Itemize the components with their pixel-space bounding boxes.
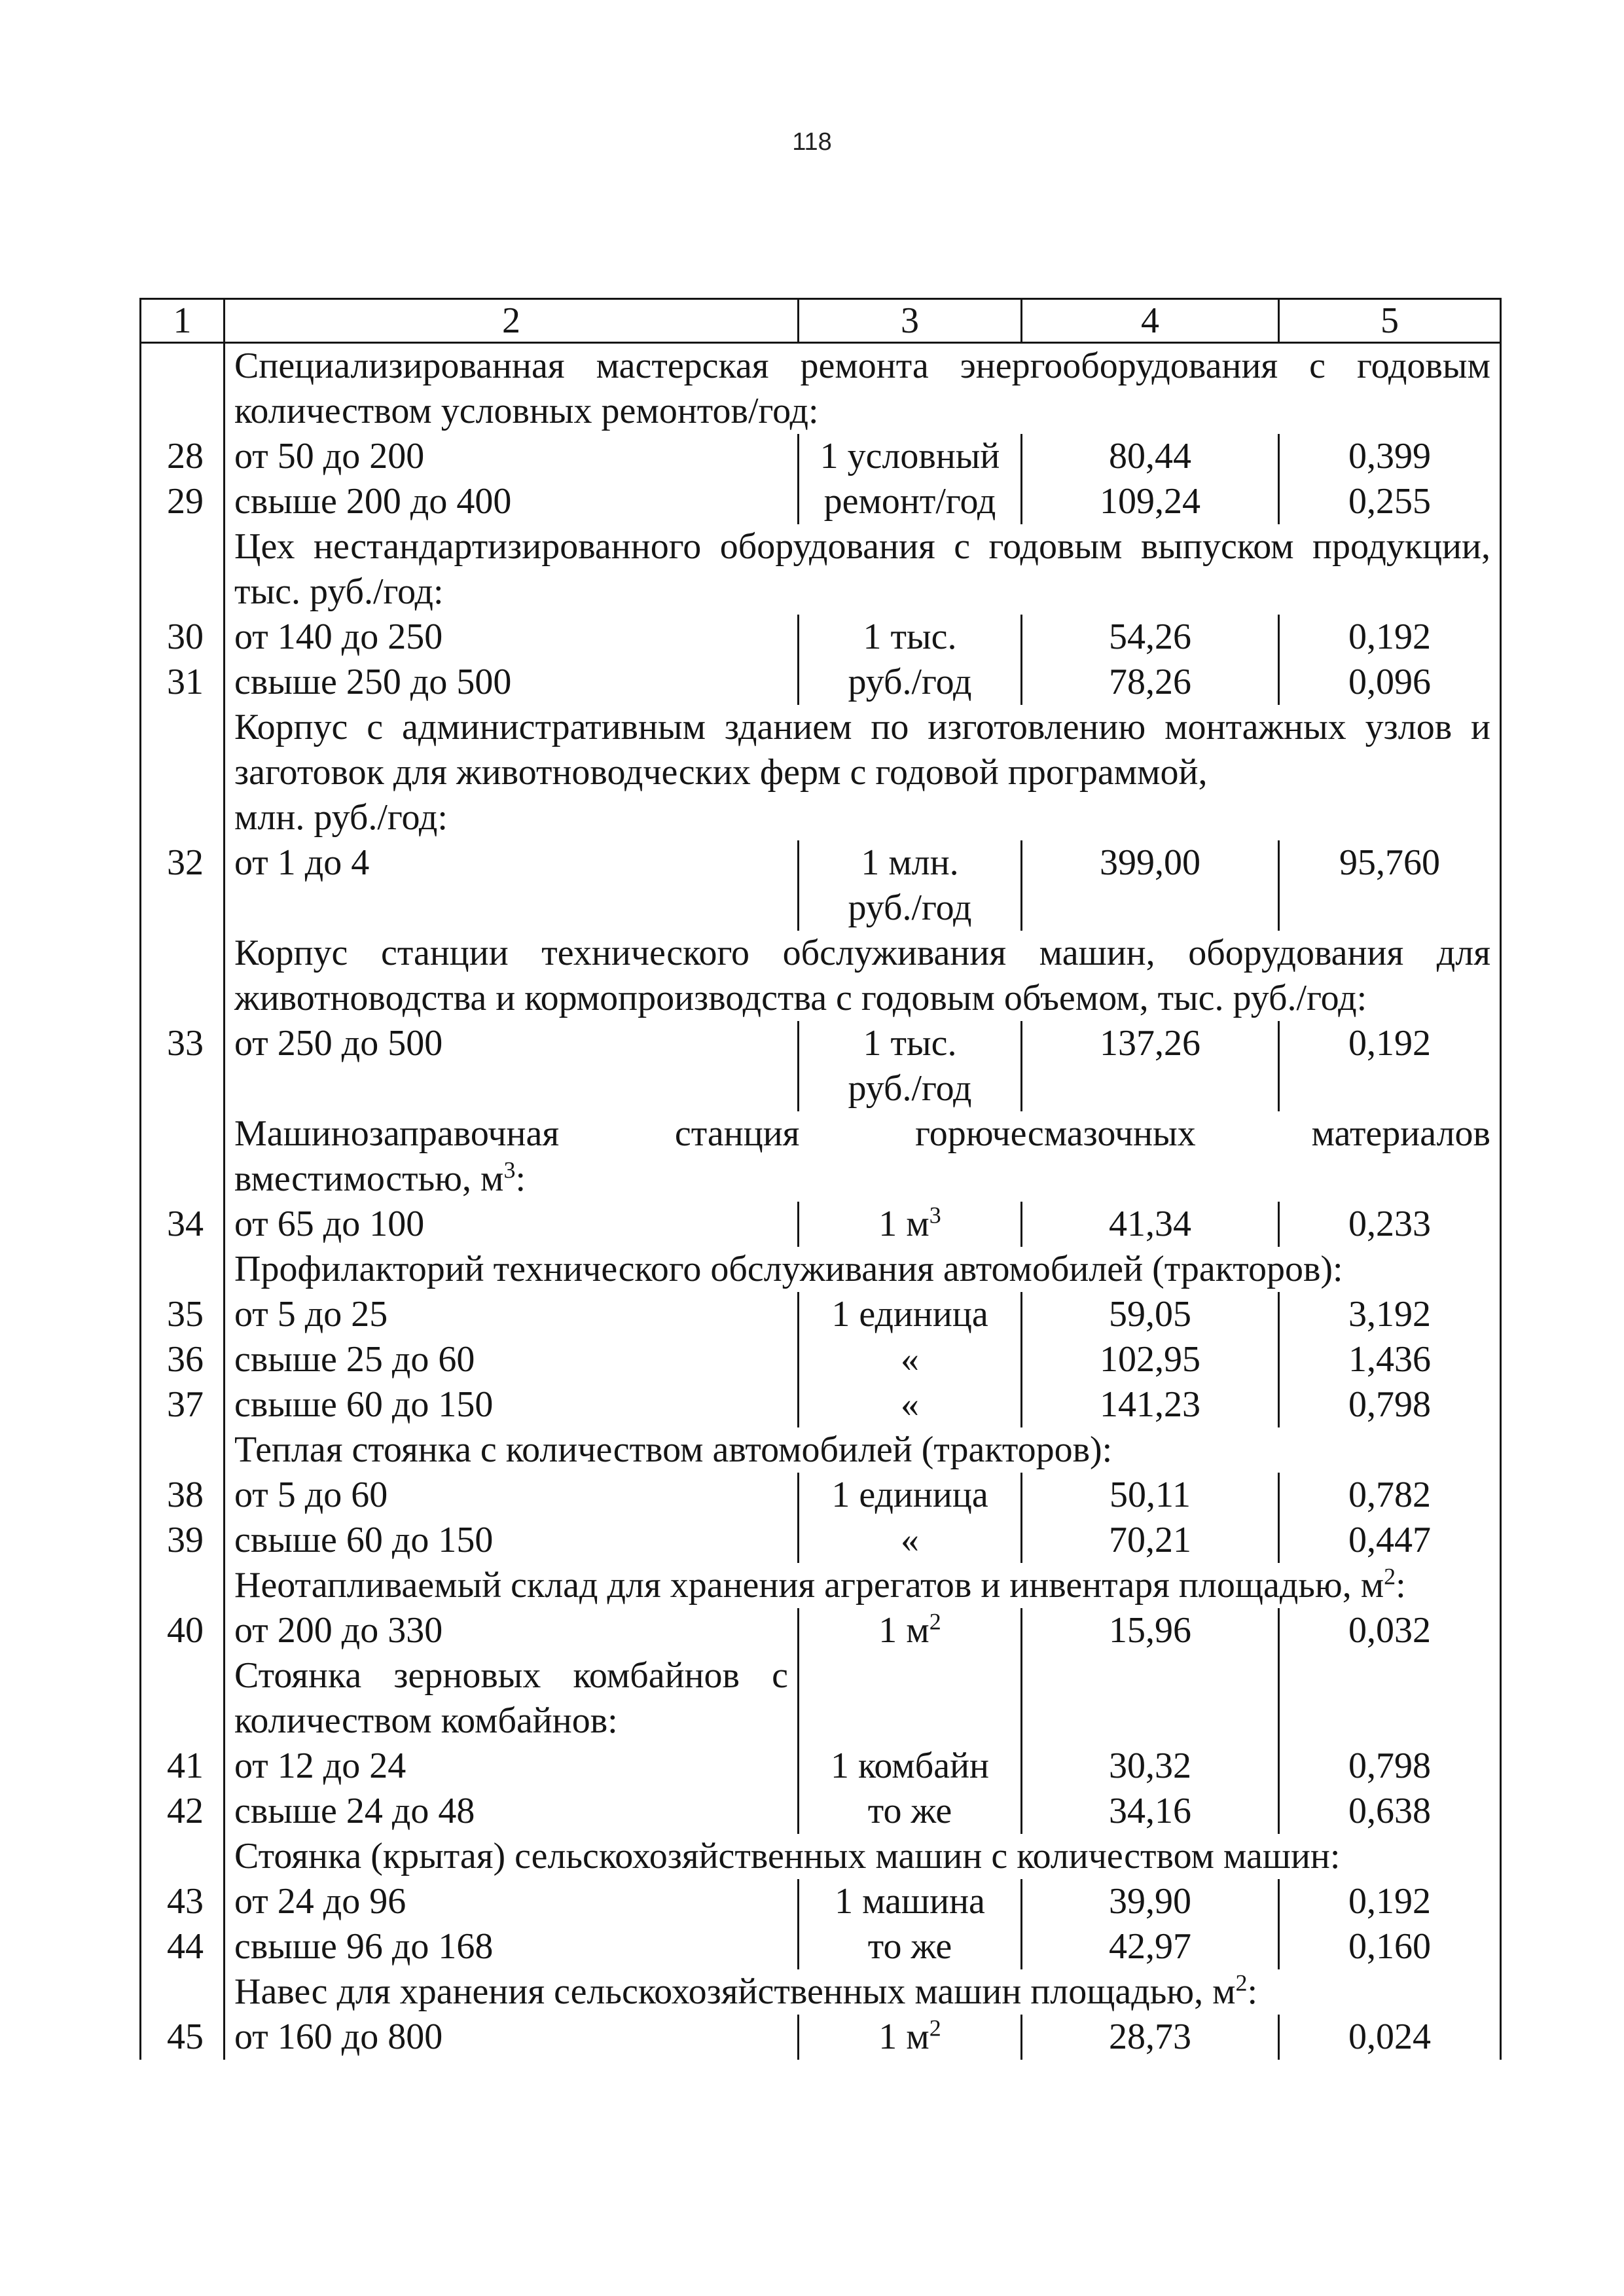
section-title: Теплая стоянка с количеством автомобилей (тракторов): [225,1427,1501,1473]
row-number: 32 [141,840,225,931]
table-row [141,1337,1501,1382]
row-unit: 1 тыс. [863,1023,957,1064]
row-value-col4: 59,05 [1022,1292,1279,1337]
row-number: 29 [141,479,225,524]
row-description: от 65 до 100 [225,1202,799,1247]
superscript: 2 [929,1608,941,1635]
table-row [141,1789,1501,1834]
section-title-end: : [515,1158,526,1199]
row-description: от 5 до 60 [225,1473,799,1518]
row-value-col4: 141,23 [1022,1382,1279,1427]
row-unit-line2: руб./год [848,1068,972,1109]
row-number: 43 [141,1879,225,1924]
row-value-col5: 0,233 [1279,1202,1501,1247]
row-unit: то же [799,1789,1022,1834]
row-value-col4: 50,11 [1022,1473,1279,1518]
section-title-end: : [1396,1565,1406,1605]
section-title: Машинозаправочная станция горючесмазочных материалов [234,1113,1490,1154]
row-number: 36 [141,1337,225,1382]
section-title: Неотапливаемый склад для хранения агрегатов и инвентаря площадью, м [234,1565,1384,1605]
row-description: от 1 до 4 [225,840,799,931]
norms-table-container [139,298,1500,2060]
row-value-col5: 0,399 [1279,434,1501,479]
row-number: 30 [141,615,225,660]
row-value-col5: 0,638 [1279,1789,1501,1834]
table-header-row [141,299,1501,343]
row-value-col4: 39,90 [1022,1879,1279,1924]
table-row [141,1021,1501,1111]
table-row [141,1518,1501,1563]
row-unit: 1 условный [799,434,1022,479]
table-row [141,434,1501,479]
header-cell: 5 [1279,299,1501,343]
table-row [141,1879,1501,1924]
row-description: свыше 25 до 60 [225,1337,799,1382]
row-description: свыше 60 до 150 [225,1382,799,1427]
row-unit: 1 единица [799,1473,1022,1518]
section-title-row [141,1653,1501,1744]
table-row [141,840,1501,931]
table-row [141,1608,1501,1653]
row-unit: 1 м [878,2017,929,2057]
row-description: от 250 до 500 [225,1021,799,1111]
row-value-col4: 80,44 [1022,434,1279,479]
section-title: Цех нестандартизированного оборудования с годовым выпуском продукции, тыс. руб./год: [225,524,1501,615]
row-number: 38 [141,1473,225,1518]
row-unit: « [799,1337,1022,1382]
section-title-row [141,931,1501,1021]
row-description: от 200 до 330 [225,1608,799,1653]
table-row [141,479,1501,524]
row-description: от 50 до 200 [225,434,799,479]
row-number: 34 [141,1202,225,1247]
section-title-unit: вместимостью, м [234,1158,504,1199]
table-row [141,660,1501,705]
norms-table [139,298,1502,2060]
row-value-col4: 34,16 [1022,1789,1279,1834]
row-value-col5: 0,192 [1279,615,1501,660]
superscript: 2 [1235,1969,1248,1996]
row-value-col5: 0,032 [1279,1608,1501,1653]
row-value-col5: 0,160 [1279,1924,1501,1969]
row-description: свыше 250 до 500 [225,660,799,705]
row-unit: то же [799,1924,1022,1969]
section-title: Специализированная мастерская ремонта энергооборудования с годовым количеством условных ремонтов/год: [225,343,1501,435]
row-unit: 1 машина [799,1879,1022,1924]
section-title-row [141,1969,1501,2015]
row-value-col5: 0,255 [1279,479,1501,524]
superscript: 3 [503,1157,516,1183]
row-number: 45 [141,2015,225,2060]
row-value-col4: 28,73 [1022,2015,1279,2060]
section-title-row [141,1111,1501,1202]
superscript: 3 [929,1202,941,1229]
row-value-col5: 0,096 [1279,660,1501,705]
section-title: Стоянка зерновых комбайнов с количеством комбайнов: [225,1653,799,1744]
row-unit-line2: руб./год [848,888,972,928]
row-number: 42 [141,1789,225,1834]
row-value-col4: 54,26 [1022,615,1279,660]
row-value-col4: 70,21 [1022,1518,1279,1563]
section-title-row [141,1247,1501,1292]
superscript: 2 [929,2015,941,2041]
row-number: 33 [141,1021,225,1111]
row-unit: 1 м [878,1204,929,1244]
row-value-col4: 42,97 [1022,1924,1279,1969]
section-title: Навес для хранения сельскохозяйственных машин площадью, м [234,1971,1236,2012]
row-value-col5: 0,447 [1279,1518,1501,1563]
row-value-col5: 0,798 [1279,1382,1501,1427]
row-unit: 1 комбайн [799,1744,1022,1789]
section-title: Корпус станции технического обслуживания машин, оборудования для животноводства и кормопроизводства с годовым объемом, тыс. руб./год: [225,931,1501,1021]
table-row [141,1924,1501,1969]
row-value-col5: 1,436 [1279,1337,1501,1382]
row-number: 41 [141,1744,225,1789]
row-unit: 1 тыс. [799,615,1022,660]
section-title-row [141,1834,1501,1879]
row-description: от 140 до 250 [225,615,799,660]
row-value-col4: 78,26 [1022,660,1279,705]
section-title-row [141,1563,1501,1608]
section-title-row [141,1427,1501,1473]
row-description: от 5 до 25 [225,1292,799,1337]
row-description: от 160 до 800 [225,2015,799,2060]
section-title-unit: млн. руб./год: [234,797,448,838]
header-cell: 4 [1022,299,1279,343]
row-value-col4: 30,32 [1022,1744,1279,1789]
row-value-col5: 95,760 [1279,840,1501,931]
header-cell: 3 [799,299,1022,343]
row-description: свыше 96 до 168 [225,1924,799,1969]
section-title-end: : [1247,1971,1258,2012]
row-value-col5: 0,798 [1279,1744,1501,1789]
section-title: Профилакторий технического обслуживания автомобилей (тракторов): [225,1247,1501,1292]
row-unit: руб./год [799,660,1022,705]
table-row [141,1202,1501,1247]
table-row [141,1292,1501,1337]
row-description: свыше 200 до 400 [225,479,799,524]
row-description: свыше 24 до 48 [225,1789,799,1834]
row-value-col5: 3,192 [1279,1292,1501,1337]
row-number: 31 [141,660,225,705]
table-row [141,615,1501,660]
row-value-col4: 399,00 [1022,840,1279,931]
row-number: 44 [141,1924,225,1969]
row-value-col5: 0,192 [1279,1021,1501,1111]
row-unit: « [799,1518,1022,1563]
row-value-col5: 0,782 [1279,1473,1501,1518]
row-description: от 12 до 24 [225,1744,799,1789]
row-number: 37 [141,1382,225,1427]
header-cell: 2 [225,299,799,343]
section-title: Корпус с административным зданием по изготовлению монтажных узлов и заготовок для животноводческих ферм с годовой программой, [234,707,1490,793]
row-value-col5: 0,024 [1279,2015,1501,2060]
table-row [141,1382,1501,1427]
row-unit: 1 м [878,1610,929,1651]
superscript: 2 [1384,1563,1396,1590]
row-value-col4: 137,26 [1022,1021,1279,1111]
row-value-col5: 0,192 [1279,1879,1501,1924]
section-title-row [141,524,1501,615]
section-title: Стоянка (крытая) сельскохозяйственных машин с количеством машин: [225,1834,1501,1879]
row-value-col4: 109,24 [1022,479,1279,524]
table-row [141,2015,1501,2060]
row-unit: 1 млн. [861,842,959,883]
row-number: 35 [141,1292,225,1337]
row-unit: 1 единица [799,1292,1022,1337]
row-number: 28 [141,434,225,479]
section-title-row [141,705,1501,840]
header-cell: 1 [141,299,225,343]
table-row [141,1473,1501,1518]
section-title-row [141,343,1501,435]
row-unit: « [799,1382,1022,1427]
row-number: 39 [141,1518,225,1563]
table-row [141,1744,1501,1789]
row-number: 40 [141,1608,225,1653]
page-number: 118 [792,128,832,156]
row-unit: ремонт/год [799,479,1022,524]
row-value-col4: 15,96 [1022,1608,1279,1653]
row-description: от 24 до 96 [225,1879,799,1924]
row-value-col4: 102,95 [1022,1337,1279,1382]
row-description: свыше 60 до 150 [225,1518,799,1563]
row-value-col4: 41,34 [1022,1202,1279,1247]
